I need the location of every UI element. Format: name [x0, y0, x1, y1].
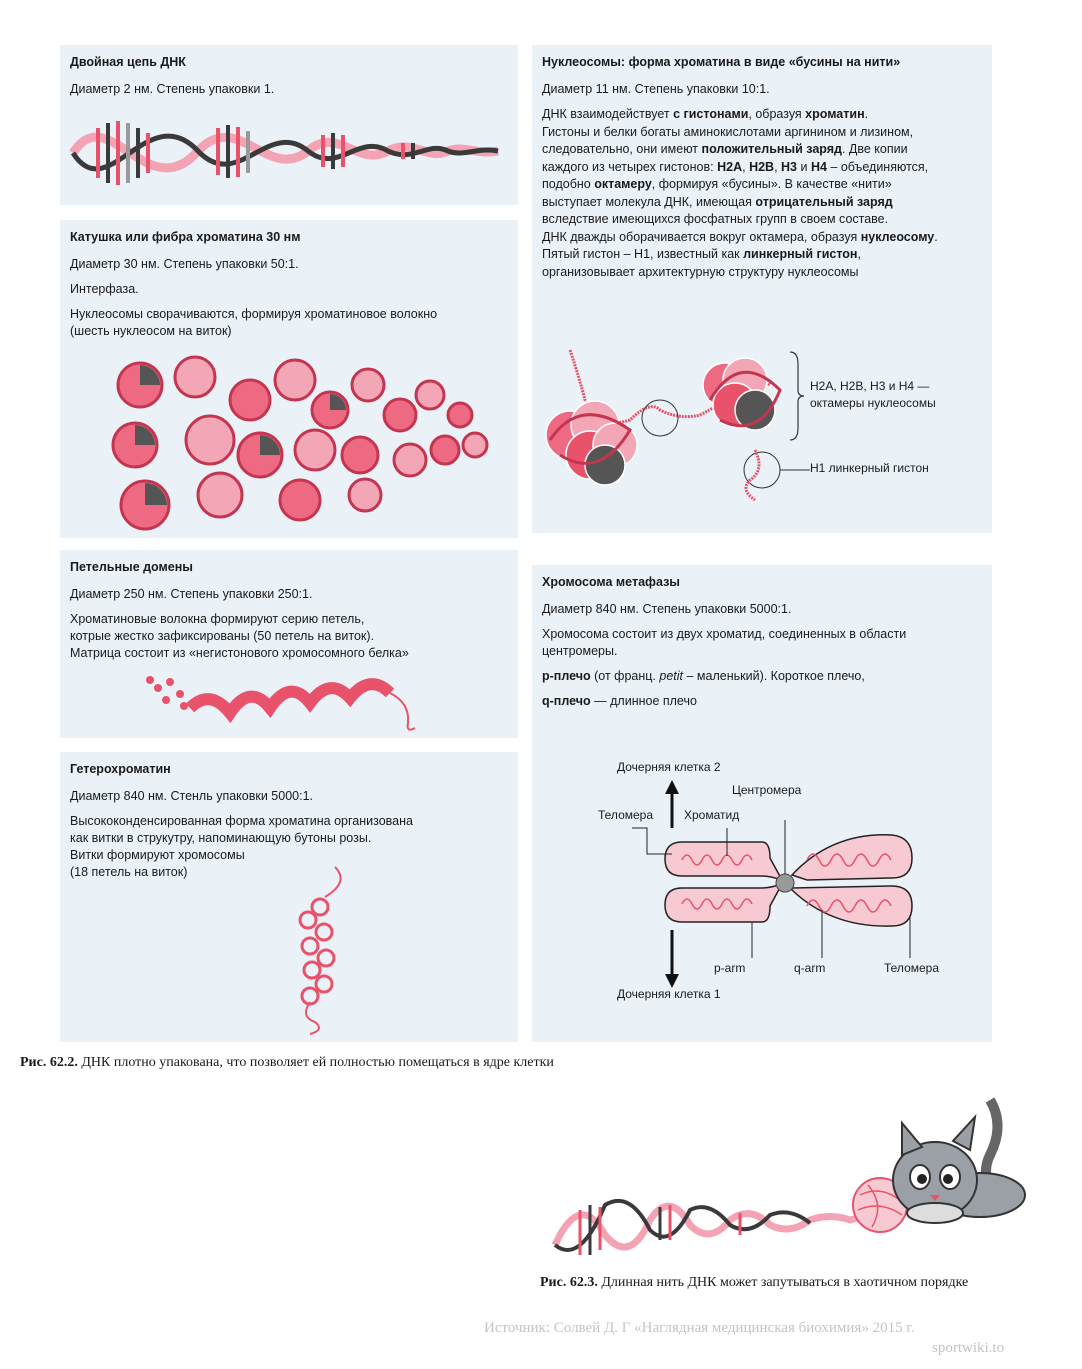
site-watermark: sportwiki.to [932, 1340, 1005, 1356]
panel-title: Двойная цепь ДНК [70, 55, 186, 69]
panel-chromatin-fiber [60, 220, 518, 538]
panel-dna-double-helix [60, 45, 518, 205]
octamer-label: H2A, H2B, H3 и H4 — октамеры нуклеосомы [810, 379, 936, 410]
panel-description: Высококонденсированная форма хроматина организована как витки в струкутру, напоминающую бутоны розы. Витки формируют хромосомы (18 петель на виток) [70, 814, 413, 879]
source-attribution: Источник: Солвей Д. Г «Наглядная медицинская биохимия» 2015 г. [484, 1320, 915, 1336]
q-arm-definition: q-плечо — длинное плечо [542, 694, 697, 708]
panel-title: Катушка или фибра хроматина 30 нм [70, 230, 301, 244]
label-telomere-left: Теломера [598, 808, 654, 822]
panel-title: Петельные домены [70, 560, 193, 574]
label-chromatid: Хроматид [684, 808, 740, 822]
panel-description: ДНК взаимодействует с гистонами, образуя хроматин. Гистоны и белки богаты аминокислотами аргинином и лизином, следовательно, они имеют положительный заряд. Две копии каждого из четырех гистонов: H2A, H2B, H3 и H4 – объединяются, подобно октамеру, формируя «бусины». В качестве «нити» выступает молекула ДНК, имеющая отрицательный заряд вследствие имеющихся фосфатных групп в своем составе. ДНК дважды оборачивается вокруг октамера, образуя нуклеосому. Пятый гистон – H1, известный как линкерный гистон, организовывает архитектурную структуру нуклеосомы [542, 107, 938, 279]
label-daughter-cell-1: Дочерняя клетка 1 [617, 987, 721, 1001]
heterochromatin-illustration [280, 862, 360, 1037]
panel-spec: Диаметр 840 нм. Степень упаковки 5000:1. [542, 602, 792, 616]
figure-caption-62-2: Рис. 62.2. ДНК плотно упакована, что позволяет ей полностью помещаться в ядре клетки [20, 1055, 554, 1070]
label-q-arm: q-arm [794, 961, 826, 975]
nucleosome-illustration [540, 340, 810, 510]
panel-description: Хроматиновые волокна формируют серию петель, котрые жестко зафиксированы (50 петель на виток). Матрица состоит из «негистонового хромосомного белка» [70, 612, 409, 660]
panel-title: Гетерохроматин [70, 762, 171, 776]
loop-domains-illustration [140, 668, 480, 736]
panel-spec: Диаметр 30 нм. Степень упаковки 50:1. [70, 257, 299, 271]
label-telomere-right: Теломера [884, 961, 940, 975]
panel-title: Хромосома метафазы [542, 575, 680, 589]
p-arm-definition: p-плечо (от франц. petit – маленький). Короткое плечо, [542, 669, 865, 683]
panel-title: Нуклеосомы: форма хроматина в виде «бусины на нити» [542, 55, 901, 69]
label-p-arm: p-arm [714, 961, 746, 975]
label-daughter-cell-2: Дочерняя клетка 2 [617, 760, 721, 774]
chromatin-fiber-illustration [100, 355, 500, 535]
h1-linker-label: H1 линкерный гистон [810, 461, 929, 475]
panel-spec: Диаметр 250 нм. Степень упаковки 250:1. [70, 587, 313, 601]
panel-nucleosomes [532, 45, 992, 533]
tangled-dna-cat-illustration [550, 1095, 1030, 1267]
panel-spec: Диаметр 2 нм. Степень упаковки 1. [70, 82, 275, 96]
panel-spec: Диаметр 840 нм. Стенль упаковки 5000:1. [70, 789, 313, 803]
figure-caption-62-3: Рис. 62.3. Длинная нить ДНК может запутываться в хаотичном порядке [540, 1275, 969, 1290]
octamer-bracket [786, 350, 806, 442]
panel-description: Нуклеосомы сворачиваются, формируя хроматиновое волокно (шесть нуклеосом на виток) [70, 307, 438, 338]
panel-metaphase-chromosome [532, 565, 992, 1042]
dna-helix-illustration [68, 103, 508, 199]
panel-heterochromatin [60, 752, 518, 1042]
panel-loop-domains [60, 550, 518, 738]
panel-phase: Интерфаза. [70, 282, 139, 296]
label-centromere: Центромера [732, 783, 802, 797]
panel-spec: Диаметр 11 нм. Степень упаковки 10:1. [542, 82, 770, 96]
panel-description: Хромосома состоит из двух хроматид, соединенных в области центромеры. [542, 627, 907, 658]
